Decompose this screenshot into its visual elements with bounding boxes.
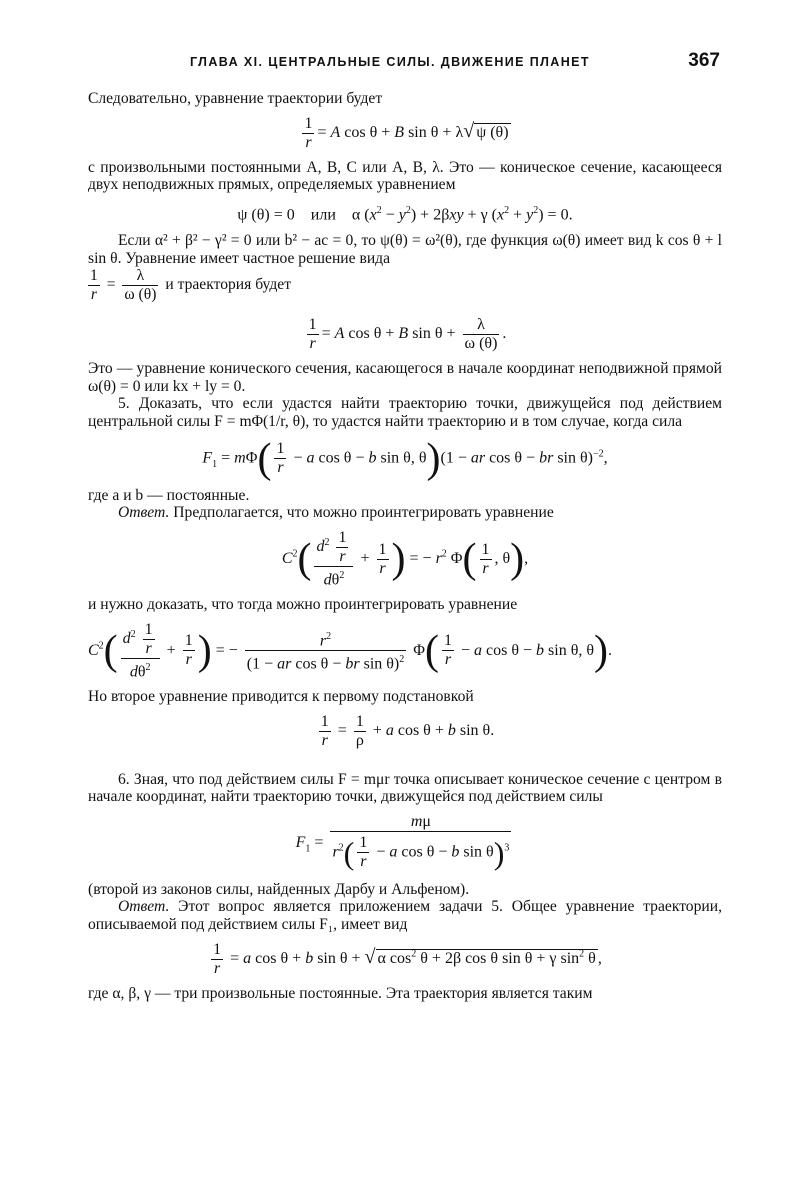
answer-label: Ответ. <box>118 504 170 522</box>
paragraph: Если α² + β² − γ² = 0 или b² − ac = 0, то ψ(θ) = ω²(θ), где функция ω(θ) имеет вид k cos θ + l sin θ. Уравнение имеет частное решение вида <box>88 232 722 267</box>
answer-text: Предполагается, что можно проинтегрировать уравнение <box>173 504 554 522</box>
equation-substitution: $\frac{1}{r}$ = $\frac{1}{\rho}$ + a cos θ + b sin θ. <box>320 712 495 749</box>
running-header <box>190 50 720 72</box>
paragraph: Но второе уравнение приводится к первому подстановкой <box>88 688 474 706</box>
problem-5: 5. Доказать, что если удастся найти траекторию точки, движущейся под действием центральной силы F = mΦ(1/r, θ), то удастся найти траекторию и в том случае, когда сила <box>88 395 722 431</box>
paragraph: (второй из законов силы, найденных Дарбу и Альфеном). <box>88 880 470 898</box>
equation-psi: ψ (θ) = 0 или α $(x^2 - y^2) + 2\beta xy + \gamma$ $(x^2 + y^2) = 0$. <box>237 204 573 224</box>
problem-6: 6. Зная, что под действием силы F = mμr точка описывает коническое сечение с центром в начале координат, найти траекторию точки, движущейся под действием силы <box>88 770 722 806</box>
equation-first-ode: $C^2$( $d^2$ $\frac{1}{r}$ $d\theta^2$ + $\frac{1}{r}$ ) = − $r^2$ Φ( $\frac{1}{r}$ , θ), <box>281 528 529 589</box>
chapter-title: ГЛАВА XI. ЦЕНТРАЛЬНЫЕ СИЛЫ. ДВИЖЕНИЕ ПЛАНЕТ <box>190 55 590 69</box>
paragraph: Это — уравнение конического сечения, касающегося в начале координат неподвижной прямой ω(θ) = 0 или kx + ly = 0. <box>88 360 722 395</box>
paragraph-tail: и траектория будет <box>165 276 292 294</box>
paragraph: где a и b — постоянные. <box>88 486 250 504</box>
paragraph: где α, β, γ — три произвольные постоянные. Эта траектория является таким <box>88 984 593 1002</box>
equation-force-darboux: $F_1$ = mμ $r^2$( $\frac{1}{r}$ − a cos θ − b sin θ)$^3$ <box>88 813 722 874</box>
paragraph: Следовательно, уравнение траектории будет <box>88 90 383 107</box>
equation-trajectory: $\frac{1}{r}$ = A cos θ + B sin θ + λ√ ψ (θ) <box>304 114 509 151</box>
answer-paragraph <box>88 898 722 933</box>
paragraph: и нужно доказать, что тогда можно проинтегрировать уравнение <box>88 596 518 614</box>
page-number: 367 <box>688 50 720 71</box>
answer-paragraph <box>88 504 722 522</box>
paragraph-inline-formula: $\frac{1}{r}$ = $\frac{\lambda}{\omega (\theta)}$ и траектория будет <box>90 267 292 304</box>
answer-label: Ответ. <box>118 898 170 916</box>
paragraph: с произвольными постоянными A, B, C или A, B, λ. Это — коническое сечение, касающееся двух неподвижных прямых, определяемых уравнением <box>88 158 722 194</box>
page-body <box>88 90 722 1002</box>
equation-force-F1: $F_1 = m\Phi$( $\frac{1}{r}$ − a cos θ − b sin θ, θ)(1 − ar cos θ − br sin θ)$^{-2}$, <box>202 435 608 482</box>
answer-text: Этот вопрос является приложением задачи 5. Общее уравнение траектории, описываемой под действием силы F₁, имеет вид <box>88 898 722 934</box>
equation-second-ode: $C^2$( $d^2$ $\frac{1}{r}$ $d\theta^2$ + $\frac{1}{r}$ ) = − $\frac{r^2}{(1 - ar \cos \theta - br \sin \theta)^2}$ Φ( $\frac{1}{r}$ − a cos θ − b sin θ, θ). <box>88 620 613 681</box>
equation-general-trajectory: $\frac{1}{r}$ = a cos θ + b sin θ + √ α $\cos^2 \theta + 2\beta$ cos θ sin θ + γ $\sin^2 \theta$ , <box>213 940 602 977</box>
equation-conic: $\frac{1}{r}$ = A cos θ + B sin θ + $\frac{\lambda}{\omega (\theta)}$ . <box>308 316 507 353</box>
